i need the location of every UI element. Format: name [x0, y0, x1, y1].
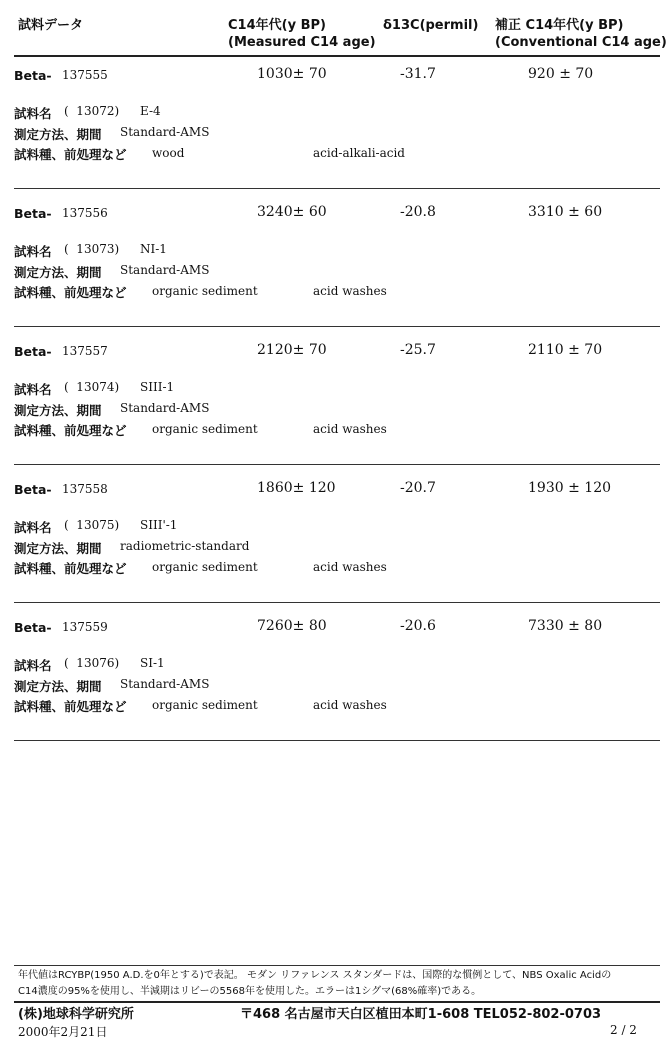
c14-error: 80 — [308, 618, 327, 634]
pretreatment-value: acid washes — [313, 422, 387, 436]
plus-minus: ± — [568, 204, 580, 220]
plus-minus: ± — [292, 66, 305, 82]
footer-top-rule — [14, 965, 660, 966]
pretreatment-value: acid washes — [313, 698, 387, 712]
header-c14-label: C14年代(y BP) — [228, 18, 326, 33]
sample-name-label: 試料名 — [14, 244, 52, 259]
method-value: Standard-AMS — [120, 125, 210, 139]
conv-value: 920 — [528, 66, 555, 82]
conv-error: 70 — [584, 342, 603, 358]
material-label: 試料種、前処理など — [14, 423, 127, 438]
c14-value: 7260 — [257, 618, 293, 634]
d13c-value: -31.7 — [400, 66, 436, 82]
sample-code: SI-1 — [140, 656, 165, 670]
material-value: organic sediment — [152, 560, 258, 574]
material-value: wood — [152, 146, 185, 160]
material-label: 試料種、前処理など — [14, 285, 127, 300]
material-label: 試料種、前処理など — [14, 147, 127, 162]
method-label: 測定方法、期間 — [14, 679, 102, 694]
beta-label: Beta- — [14, 344, 52, 359]
report-date: 2000年2月21日 — [18, 1025, 108, 1039]
c14-value: 2120 — [257, 342, 293, 358]
plus-minus: ± — [568, 618, 580, 634]
material-label: 試料種、前処理など — [14, 561, 127, 576]
header-rule — [14, 55, 660, 57]
conv-value: 7330 — [528, 618, 564, 634]
d13c-value: -20.8 — [400, 204, 436, 220]
company-name: (株)地球科学研究所 — [18, 1007, 134, 1022]
conv-error: 120 — [584, 480, 612, 496]
method-value: Standard-AMS — [120, 401, 210, 415]
beta-id: 137558 — [62, 482, 108, 496]
footer-note-line1: 年代値はRCYBP(1950 A.D.を0年とする)で表記。 モダン リファレンス スタンダードは、国際的な慣例として、NBS Oxalic Acidの — [18, 970, 612, 981]
record-divider — [14, 464, 660, 465]
sample-name-label: 試料名 — [14, 520, 52, 535]
method-value: radiometric-standard — [120, 539, 250, 553]
record-divider — [14, 326, 660, 327]
method-label: 測定方法、期間 — [14, 127, 102, 142]
beta-id: 137557 — [62, 344, 108, 358]
plus-minus: ± — [568, 342, 580, 358]
beta-label: Beta- — [14, 68, 52, 83]
c14-error: 70 — [308, 66, 327, 82]
beta-id: 137559 — [62, 620, 108, 634]
method-value: Standard-AMS — [120, 263, 210, 277]
footer-note-line2: C14濃度の95%を使用し、半減期はリビーの5568年を使用した。エラーは1シグマ(68%確率)である。 — [18, 986, 482, 997]
c14-error: 120 — [308, 480, 336, 496]
material-value: organic sediment — [152, 422, 258, 436]
sample-name-label: 試料名 — [14, 382, 52, 397]
c14-age — [257, 618, 327, 634]
sample-number: ( 13073) — [64, 242, 120, 256]
page-number: 2 / 2 — [610, 1023, 637, 1037]
conv-value: 1930 — [528, 480, 564, 496]
conv-error: 60 — [584, 204, 603, 220]
material-value: organic sediment — [152, 698, 258, 712]
plus-minus: ± — [559, 66, 571, 82]
conventional-age — [528, 480, 611, 496]
pretreatment-value: acid-alkali-acid — [313, 146, 405, 160]
pretreatment-value: acid washes — [313, 560, 387, 574]
sample-code: SIII'-1 — [140, 518, 178, 532]
beta-label: Beta- — [14, 620, 52, 635]
d13c-value: -20.7 — [400, 480, 436, 496]
record-divider — [14, 740, 660, 741]
method-label: 測定方法、期間 — [14, 265, 102, 280]
conv-error: 70 — [575, 66, 594, 82]
header-conventional-sublabel: (Conventional C14 age) — [495, 35, 667, 50]
c14-age — [257, 204, 327, 220]
header-conventional-label: 補正 C14年代(y BP) — [495, 18, 624, 33]
conventional-age — [528, 342, 602, 358]
method-value: Standard-AMS — [120, 677, 210, 691]
plus-minus: ± — [292, 204, 305, 220]
header-d13c-label: δ13C(permil) — [383, 18, 479, 33]
sample-code: E-4 — [140, 104, 161, 118]
sample-code: SIII-1 — [140, 380, 175, 394]
sample-name-label: 試料名 — [14, 658, 52, 673]
beta-label: Beta- — [14, 482, 52, 497]
material-label: 試料種、前処理など — [14, 699, 127, 714]
sample-number: ( 13074) — [64, 380, 120, 394]
plus-minus: ± — [292, 480, 305, 496]
conv-value: 2110 — [528, 342, 564, 358]
d13c-value: -20.6 — [400, 618, 436, 634]
c14-error: 60 — [308, 204, 327, 220]
method-label: 測定方法、期間 — [14, 403, 102, 418]
beta-id: 137556 — [62, 206, 108, 220]
plus-minus: ± — [568, 480, 580, 496]
sample-number: ( 13076) — [64, 656, 120, 670]
c14-value: 3240 — [257, 204, 293, 220]
c14-age — [257, 342, 327, 358]
material-value: organic sediment — [152, 284, 258, 298]
record-divider — [14, 602, 660, 603]
conventional-age — [528, 66, 593, 82]
c14-age — [257, 480, 336, 496]
beta-id: 137555 — [62, 68, 108, 82]
sample-number: ( 13075) — [64, 518, 120, 532]
company-address: 〒468 名古屋市天白区植田本町1-608 TEL052-802-0703 — [240, 1007, 602, 1022]
sample-number: ( 13072) — [64, 104, 120, 118]
sample-code: NI-1 — [140, 242, 167, 256]
c14-value: 1860 — [257, 480, 293, 496]
c14-error: 70 — [308, 342, 327, 358]
beta-label: Beta- — [14, 206, 52, 221]
conv-error: 80 — [584, 618, 603, 634]
sample-name-label: 試料名 — [14, 106, 52, 121]
pretreatment-value: acid washes — [313, 284, 387, 298]
header-sample-label: 試料データ — [18, 18, 84, 33]
method-label: 測定方法、期間 — [14, 541, 102, 556]
record-divider — [14, 188, 660, 189]
c14-age — [257, 66, 327, 82]
d13c-value: -25.7 — [400, 342, 436, 358]
header-c14-sublabel: (Measured C14 age) — [228, 35, 376, 50]
conventional-age — [528, 618, 602, 634]
conv-value: 3310 — [528, 204, 564, 220]
c14-value: 1030 — [257, 66, 293, 82]
conventional-age — [528, 204, 602, 220]
plus-minus: ± — [292, 342, 305, 358]
plus-minus: ± — [292, 618, 305, 634]
